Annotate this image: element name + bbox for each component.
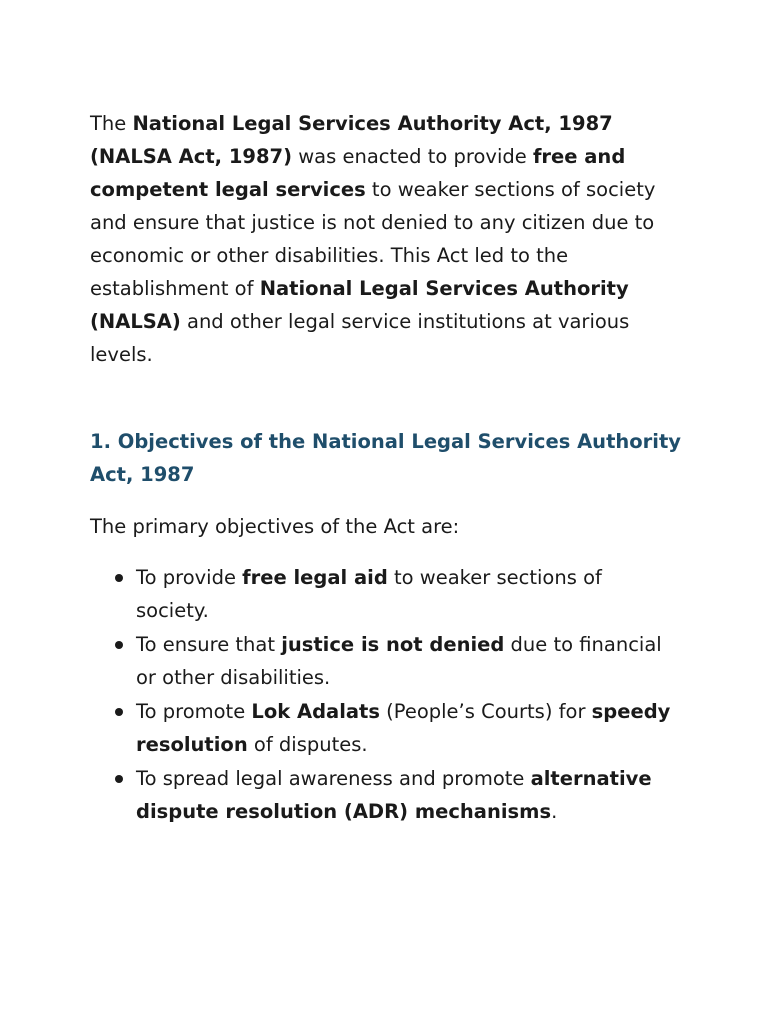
list-item-text: To promote Lok Adalats (People’s Courts) for speedy resolution of disputes. — [136, 700, 671, 756]
list-item — [90, 762, 676, 828]
document-page — [90, 107, 690, 829]
bold-text: justice is not denied — [281, 633, 505, 656]
bold-text: speedy resolution — [136, 700, 671, 756]
list-item — [90, 695, 676, 761]
bullet-icon — [115, 775, 123, 783]
intro-paragraph: The National Legal Services Authority Act, 1987 (NALSA Act, 1987) was enacted to provide free and competent legal services to weaker sections of society and ensure that justice is not denied to any citizen due to economic or other disabilities. This Act led to the establishment of National Legal Services Authority (NALSA) and other legal service institutions at various levels. — [90, 112, 656, 366]
bold-text: National Legal Services Authority (NALSA) — [90, 277, 629, 333]
section-heading-objectives: 1. Objectives of the National Legal Services Authority Act, 1987 — [90, 430, 681, 486]
bullet-icon — [115, 708, 123, 716]
list-item-text: To ensure that justice is not denied due to financial or other disabilities. — [136, 633, 662, 689]
objectives-list — [90, 561, 690, 828]
bold-text: National Legal Services Authority Act, 1987 (NALSA Act, 1987) — [90, 112, 613, 168]
objectives-lead-text: The primary objectives of the Act are: — [90, 515, 460, 538]
bold-text: Lok Adalats — [251, 700, 380, 723]
bold-text: alternative dispute resolution (ADR) mechanisms — [136, 767, 652, 823]
list-item — [90, 628, 676, 694]
bold-text: free legal aid — [242, 566, 388, 589]
bullet-icon — [115, 641, 123, 649]
list-item — [90, 561, 676, 627]
bold-text: free and competent legal services — [90, 145, 626, 201]
list-item-text: To spread legal awareness and promote alternative dispute resolution (ADR) mechanisms. — [136, 767, 652, 823]
bullet-icon — [115, 574, 123, 582]
list-item-text: To provide free legal aid to weaker sections of society. — [136, 566, 602, 622]
